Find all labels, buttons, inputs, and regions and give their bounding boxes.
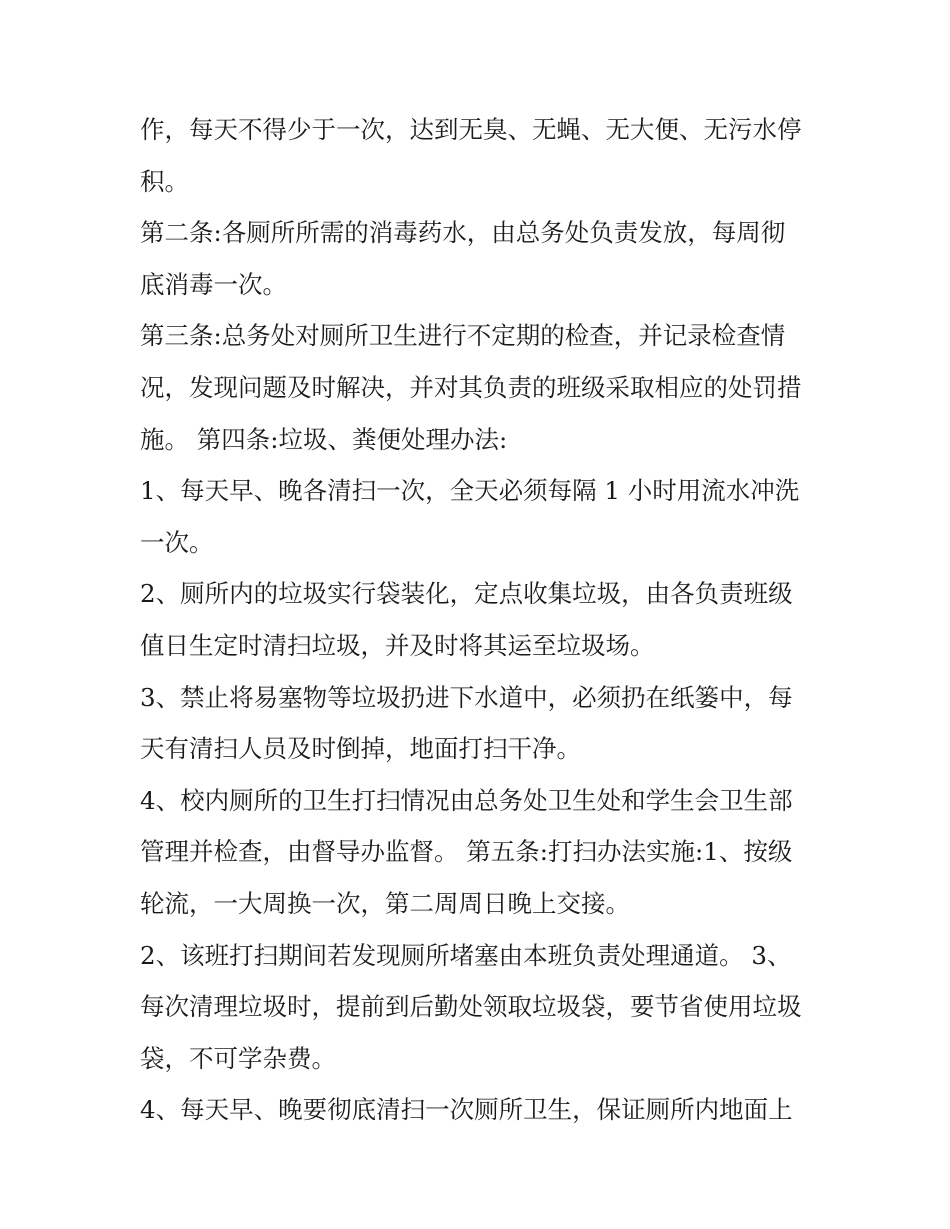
text-line: 2、厕所内的垃圾实行袋装化，定点收集垃圾，由各负责班级 <box>140 579 793 609</box>
text-line: 作，每天不得少于一次，达到无臭、无蝇、无大便、无污水停 <box>140 115 802 144</box>
text-line: 袋，不可学杂费。 <box>140 1043 336 1073</box>
text-line: 4、校内厕所的卫生打扫情况由总务处卫生处和学生会卫生部 <box>140 785 793 815</box>
text-line: 第二条:各厕所所需的消毒药水，由总务处负责发放，每周彻 <box>140 218 786 248</box>
text-line: 1、每天早、晚各清扫一次，全天必须每隔 1 小时用流水冲洗 <box>140 476 800 506</box>
text-line: 天有清扫人员及时倒掉，地面打扫干净。 <box>140 734 581 764</box>
text-line: 底消毒一次。 <box>140 269 287 299</box>
text-line: 管理并检查，由督导办监督。 第五条:打扫办法实施:1、按级 <box>140 837 793 867</box>
text-line: 一次。 <box>140 527 214 557</box>
text-line: 第三条:总务处对厕所卫生进行不定期的检查，并记录检查情 <box>140 321 786 351</box>
text-line: 2、该班打扫期间若发现厕所堵塞由本班负责处理通道。 3、 <box>140 940 792 970</box>
text-line: 值日生定时清扫垃圾，并及时将其运至垃圾场。 <box>140 630 655 660</box>
document-body <box>140 104 810 1136</box>
text-line: 积。 <box>140 166 189 196</box>
text-line: 4、每天早、晚要彻底清扫一次厕所卫生，保证厕所内地面上 <box>140 1095 793 1125</box>
text-line: 3、禁止将易塞物等垃圾扔进下水道中，必须扔在纸篓中，每 <box>140 682 793 712</box>
text-line: 况，发现问题及时解决，并对其负责的班级采取相应的处罚措 <box>140 372 802 402</box>
text-line: 轮流，一大周换一次，第二周周日晚上交接。 <box>140 888 630 918</box>
text-line: 每次清理垃圾时，提前到后勤处领取垃圾袋，要节省使用垃圾 <box>140 992 802 1022</box>
text-line: 施。 第四条:垃圾、粪便处理办法: <box>140 424 508 454</box>
